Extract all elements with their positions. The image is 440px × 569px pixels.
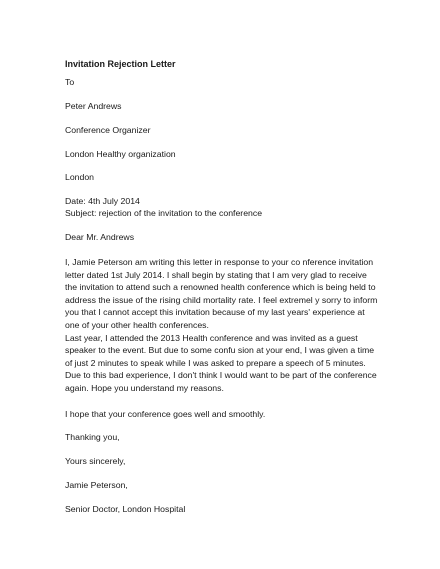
letter-subject: Subject: rejection of the invitation to the conference	[65, 208, 263, 218]
body-line: address the issue of the rising child mortality rate. I feel extremel y sorry to inform	[65, 294, 378, 305]
recipient-city: London	[65, 172, 94, 182]
body-line: Due to this bad experience, I don't think I would want to be part of the conference	[65, 370, 377, 381]
sender-title: Senior Doctor, London Hospital	[65, 504, 186, 514]
body-line: one of your other health conferences.	[65, 319, 209, 330]
signoff-line: Yours sincerely,	[65, 456, 126, 466]
sender-name: Jamie Peterson,	[65, 480, 128, 490]
body-line: again. Hope you understand my reasons.	[65, 382, 224, 393]
body-line: speaker to the event. But due to some confu sion at your end, I was given a time	[65, 345, 375, 356]
body-line: of just 2 minutes to speak while I was asked to prepare a speech of 5 minutes.	[65, 357, 366, 368]
to-label: To	[65, 77, 75, 87]
letter-title: Invitation Rejection Letter	[65, 59, 176, 69]
body-paragraph	[65, 256, 377, 395]
recipient-name: Peter Andrews	[65, 101, 122, 111]
salutation: Dear Mr. Andrews	[65, 232, 135, 242]
letter-date: Date: 4th July 2014	[65, 196, 140, 206]
closing-hope: I hope that your conference goes well and smoothly.	[65, 409, 266, 419]
recipient-organization: London Healthy organization	[65, 149, 176, 159]
body-line: the invitation to attend such a renowned health conference which is being held to	[65, 282, 376, 293]
body-line: Last year, I attended the 2013 Health conference and was invited as a guest	[65, 332, 358, 343]
thanks-line: Thanking you,	[65, 432, 120, 442]
body-line: letter dated 1st July 2014. I shall begin by stating that I am very glad to receive	[65, 269, 367, 280]
body-line: I, Jamie Peterson am writing this letter in response to your co nference invitation	[65, 257, 374, 267]
recipient-title: Conference Organizer	[65, 125, 151, 135]
body-line: you that I cannot accept this invitation because of my last years' experience at	[65, 307, 365, 318]
